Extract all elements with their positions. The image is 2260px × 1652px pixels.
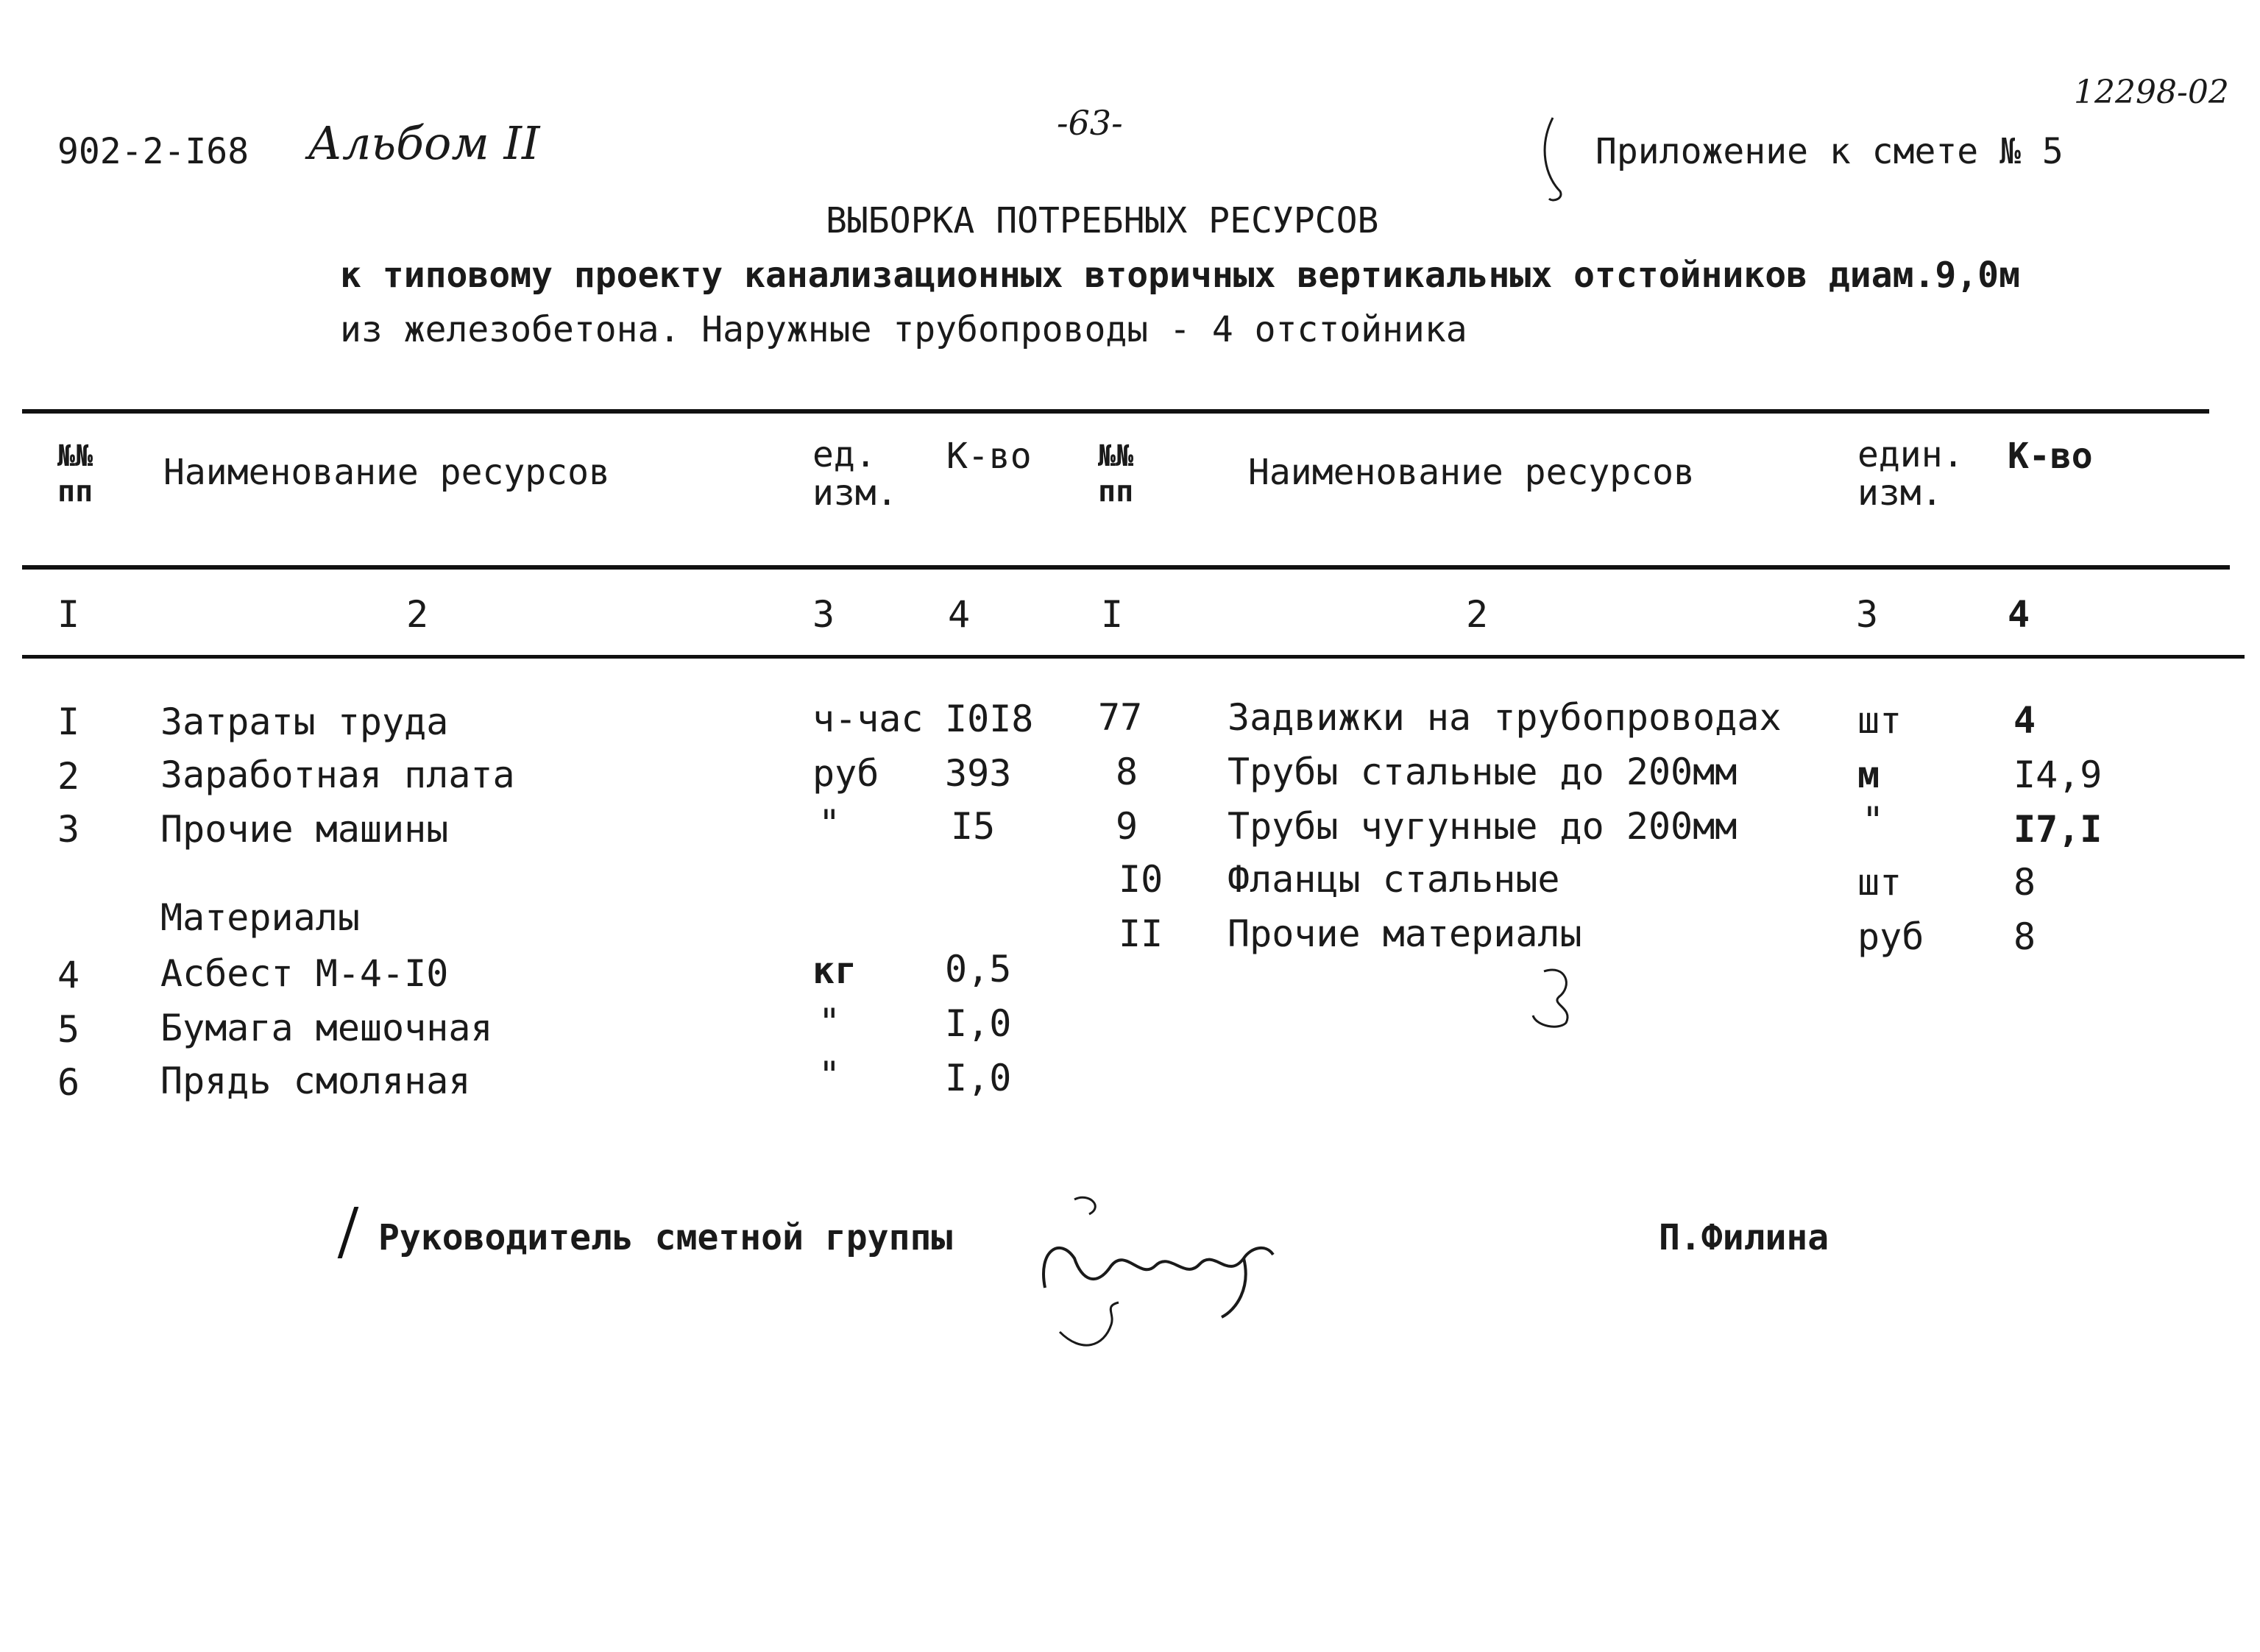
table-row-unit: шт: [1857, 861, 1902, 904]
stamp-number: 12298-02: [2074, 74, 2229, 111]
table-row-num: II: [1119, 912, 1163, 955]
table-row-num: 8: [1116, 751, 1138, 793]
colnum-left-3: 3: [812, 593, 835, 636]
colnum-right-2: 2: [1466, 593, 1489, 636]
header-unit-right: един. изм.: [1857, 434, 1964, 514]
table-row-name: Прядь смоляная: [160, 1060, 471, 1102]
table-row-qty: I,0: [945, 1057, 1012, 1099]
signature-name: П.Филина: [1659, 1217, 1829, 1258]
table-row-qty: I0I8: [945, 698, 1034, 740]
table-row-num: 6: [57, 1061, 80, 1104]
appendix-label: Приложение к смете № 5: [1595, 131, 2064, 172]
section-label-materials: Материалы: [160, 896, 360, 939]
table-row-name: Фланцы стальные: [1228, 858, 1560, 901]
colnum-left-1: I: [57, 593, 80, 636]
table-row-unit: ": [818, 802, 841, 845]
signature-role: Руководитель сметной группы: [378, 1217, 953, 1258]
table-row-name: Бумага мешочная: [160, 1007, 493, 1049]
table-row-unit: ": [818, 1001, 841, 1043]
table-row-num: 77: [1098, 696, 1143, 739]
table-row-unit: ч-час: [812, 698, 924, 740]
table-row-qty: I,0: [945, 1002, 1012, 1045]
table-row-unit: м: [1857, 754, 1880, 796]
table-row-num: I0: [1119, 858, 1163, 901]
table-row-num: 5: [57, 1008, 80, 1051]
column-numbers-rule: [22, 655, 2245, 659]
table-row-name: Затраты труда: [160, 701, 449, 743]
header-qty-right: К-во: [2008, 436, 2093, 477]
colnum-right-4: 4: [2008, 593, 2030, 636]
table-row-num: 3: [57, 808, 80, 851]
table-row-qty: 0,5: [945, 948, 1012, 990]
table-row-name: Заработная плата: [160, 754, 515, 796]
table-row-qty: I7,I: [2013, 808, 2103, 851]
pen-mark: [1531, 110, 1575, 206]
table-row-unit: ": [1862, 799, 1885, 842]
document-title: ВЫБОРКА ПОТРЕБНЫХ РЕСУРСОВ: [826, 200, 1379, 241]
pen-mark: [1522, 957, 1610, 1038]
table-row-unit: кг: [812, 949, 857, 992]
document-code: 902-2-I68: [57, 131, 249, 172]
table-row-qty: I5: [951, 805, 996, 848]
table-row-num: 2: [57, 755, 80, 798]
colnum-left-2: 2: [406, 593, 429, 636]
table-row-name: Прочие материалы: [1228, 912, 1582, 955]
table-row-qty: 393: [945, 752, 1012, 795]
signature-slash-mark: [338, 1207, 359, 1258]
table-row-qty: 4: [2013, 699, 2036, 742]
table-row-unit: ": [818, 1054, 841, 1096]
album-handwritten: Альбом II: [308, 116, 540, 170]
header-unit-left: ед. изм.: [812, 434, 898, 514]
table-row-name: Трубы чугунные до 200мм: [1228, 805, 1737, 848]
table-row-unit: руб: [812, 752, 879, 795]
header-name-right: Наименование ресурсов: [1248, 452, 1695, 493]
table-row-name: Задвижки на трубопроводах: [1228, 696, 1782, 739]
colnum-right-3: 3: [1856, 593, 1879, 636]
table-row-num: 4: [57, 954, 80, 996]
table-row-num: I: [57, 701, 80, 743]
table-row-qty: 8: [2013, 915, 2036, 958]
table-row-name: Асбест М-4-I0: [160, 952, 449, 995]
table-row-name: Трубы стальные до 200мм: [1228, 751, 1737, 793]
handwritten-signature: [1030, 1177, 1295, 1369]
table-row-num: 9: [1116, 805, 1138, 848]
page-number: -63-: [1057, 103, 1123, 143]
header-name-left: Наименование ресурсов: [163, 452, 610, 493]
table-row-qty: 8: [2013, 861, 2036, 904]
table-row-unit: шт: [1857, 699, 1902, 742]
header-bottom-rule: [22, 565, 2230, 570]
header-num-left: №№ пп: [57, 439, 93, 508]
title-line-1: к типовому проекту канализационных вторичных вертикальных отстойников диам.9,0м: [340, 255, 2020, 296]
table-row-unit: руб: [1857, 915, 1924, 958]
colnum-left-4: 4: [948, 593, 971, 636]
header-qty-left: К-во: [946, 436, 1032, 477]
header-num-right: №№ пп: [1098, 439, 1134, 508]
colnum-right-1: I: [1101, 593, 1124, 636]
table-row-name: Прочие машины: [160, 808, 449, 851]
table-row-qty: I4,9: [2013, 754, 2103, 796]
title-line-2: из железобетона. Наружные трубопроводы - 4 отстойника: [340, 309, 1467, 350]
table-top-rule: [22, 409, 2209, 414]
